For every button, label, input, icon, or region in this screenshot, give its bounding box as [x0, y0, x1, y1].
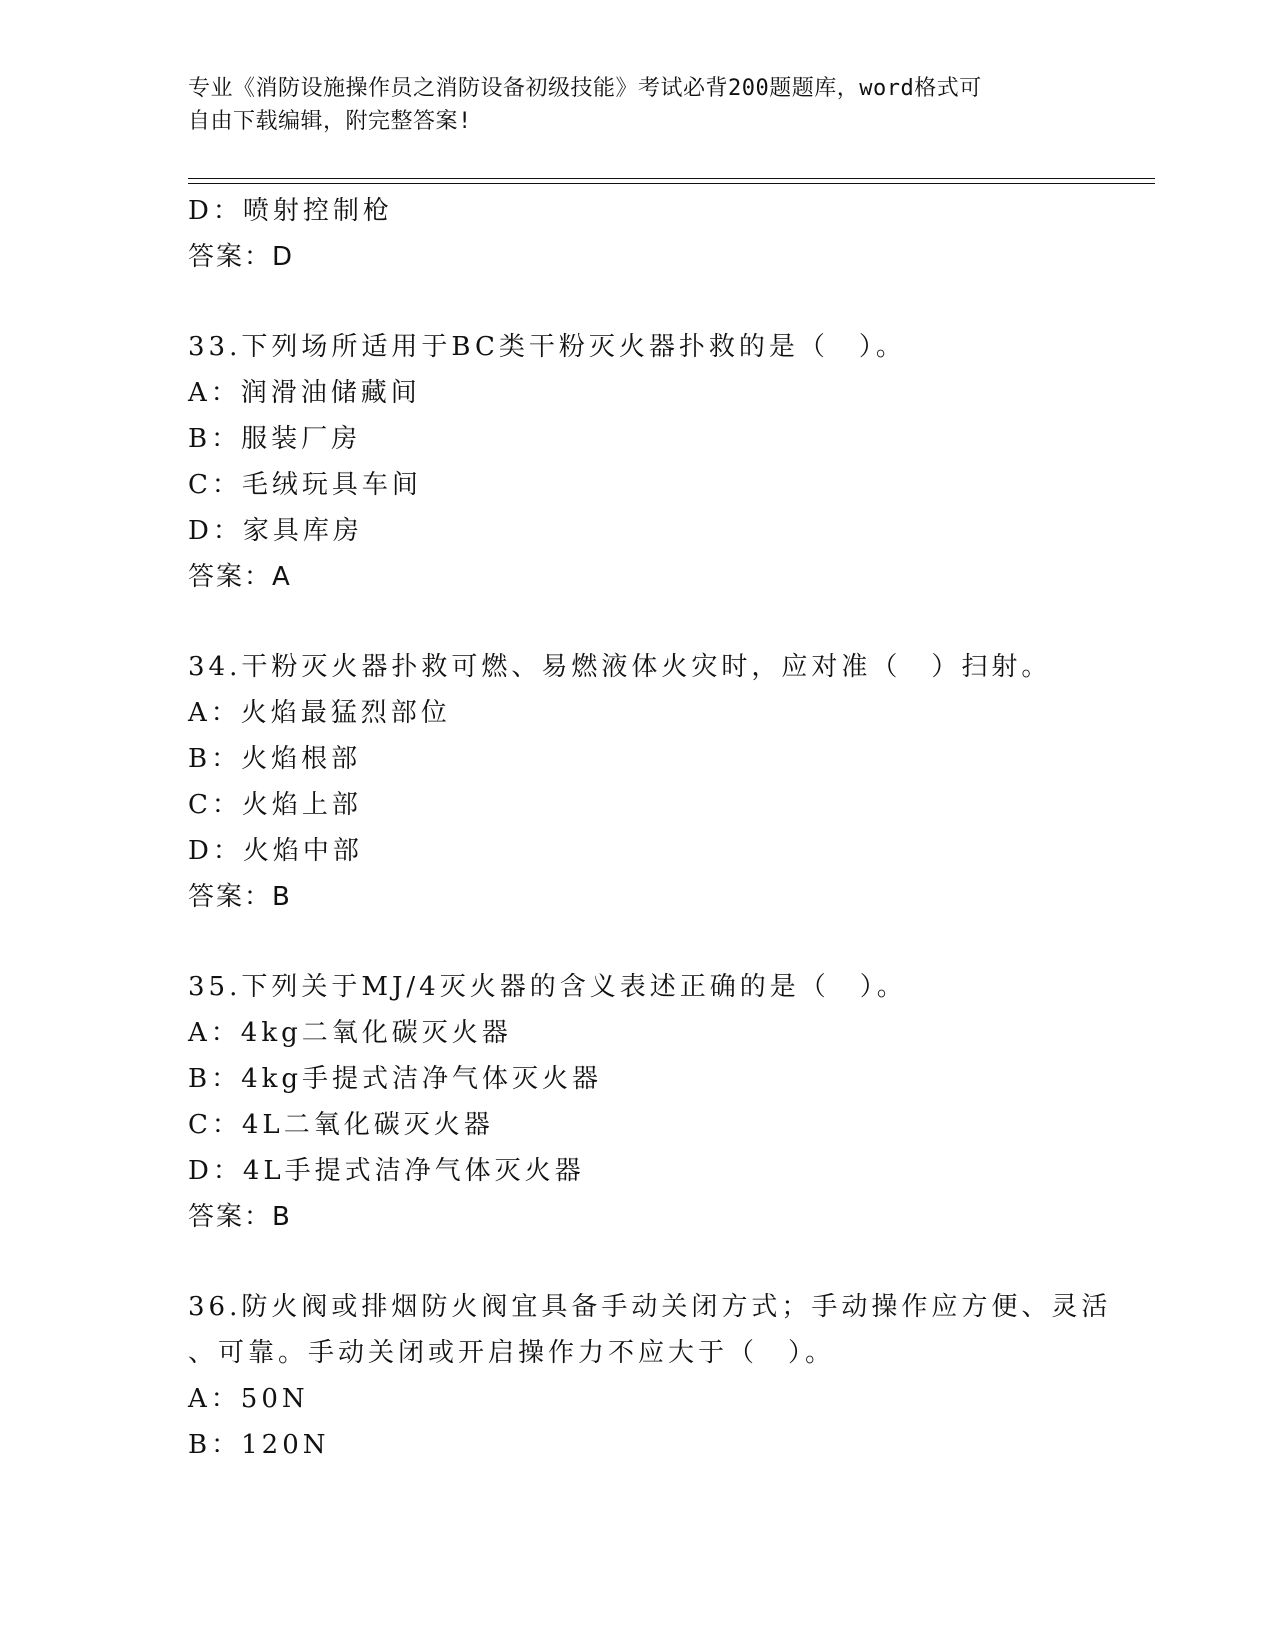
- option-d: D：火焰中部: [188, 836, 363, 866]
- option-b: B：4kg手提式洁净气体灭火器: [188, 1064, 603, 1094]
- question-36: [188, 1284, 1112, 1468]
- question-list: [188, 188, 1112, 1468]
- answer-line: 答案：D: [188, 242, 295, 272]
- question-33: [188, 324, 1108, 600]
- option-b: B：火焰根部: [188, 744, 362, 774]
- page-header: [188, 72, 1088, 138]
- option-a: A：火焰最猛烈部位: [188, 698, 451, 728]
- header-rule-top: [188, 178, 1155, 179]
- option-c: C：火焰上部: [188, 790, 362, 820]
- option-d: D：4L手提式洁净气体灭火器: [188, 1156, 585, 1186]
- option-d: D：喷射控制枪: [188, 196, 393, 226]
- question-stem: 34.干粉灭火器扑救可燃、易燃液体火灾时，应对准（ ）扫射。: [188, 652, 1052, 682]
- answer-line: 答案：A: [188, 562, 292, 592]
- question-stem-line-2: 、可靠。手动关闭或开启操作力不应大于（ ）。: [188, 1338, 836, 1368]
- question-stem-line-1: 36.防火阀或排烟防火阀宜具备手动关闭方式；手动操作应方便、灵活: [188, 1292, 1112, 1322]
- answer-line: 答案：B: [188, 1202, 292, 1232]
- header-line-1: 专业《消防设施操作员之消防设备初级技能》考试必背200题题库，word格式可: [188, 76, 982, 101]
- option-a: A：50N: [188, 1384, 309, 1414]
- option-a: A：润滑油储藏间: [188, 378, 421, 408]
- option-d: D：家具库房: [188, 516, 363, 546]
- option-c: C：毛绒玩具车间: [188, 470, 422, 500]
- question-35: [188, 964, 1108, 1240]
- header-rule-bottom: [188, 183, 1155, 184]
- option-b: B：服装厂房: [188, 424, 362, 454]
- answer-line: 答案：B: [188, 882, 292, 912]
- option-b: B：120N: [188, 1430, 330, 1460]
- option-c: C：4L二氧化碳灭火器: [188, 1110, 494, 1140]
- header-line-2: 自由下载编辑，附完整答案!: [188, 109, 472, 134]
- question-34: [188, 644, 1108, 920]
- question-stem: 33.下列场所适用于BC类干粉灭火器扑救的是（ ）。: [188, 332, 906, 362]
- option-a: A：4kg二氧化碳灭火器: [188, 1018, 512, 1048]
- question-stem: 35.下列关于MJ/4灭火器的含义表述正确的是（ ）。: [188, 972, 907, 1002]
